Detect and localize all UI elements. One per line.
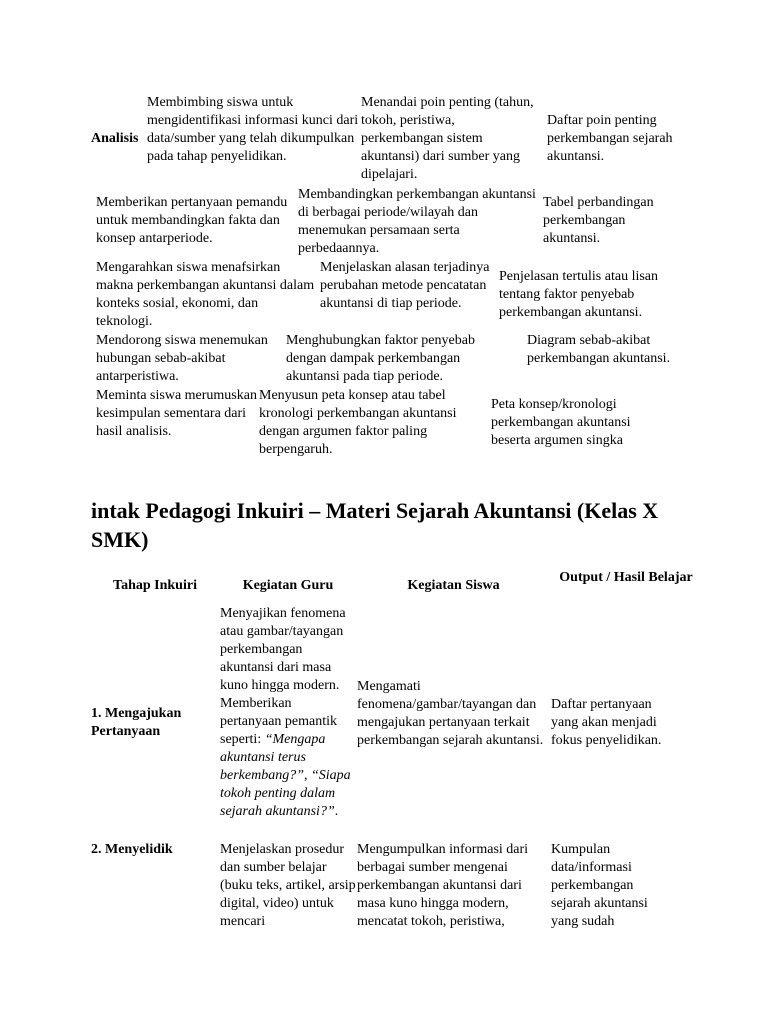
table-cell-output: Diagram sebab-akibat perkembangan akuntansi.: [527, 333, 671, 366]
table-header-tahap: Tahap Inkuiri: [113, 578, 197, 593]
table-cell-analisis-output: Daftar poin penting perkembangan sejarah akuntansi.: [547, 113, 673, 164]
table-cell-siswa: Menyusun peta konsep atau tabel kronologi perkembangan akuntansi dengan argumen faktor paling berpengaruh.: [259, 388, 457, 457]
table-cell-stage-2: 2. Menyelidik: [91, 842, 173, 857]
table-header-output: Output / Hasil Belajar: [559, 570, 693, 585]
section-heading: intak Pedagogi Inkuiri – Materi Sejarah Akuntansi (Kelas X SMK): [91, 498, 659, 552]
table-cell-siswa-2: Mengumpulkan informasi dari berbagai sumber mengenai perkembangan akuntansi dari masa kuno hingga modern, mencatat tokoh, peristiwa,: [357, 842, 529, 929]
table-cell-guru-2: Menjelaskan prosedur dan sumber belajar (buku teks, artikel, arsip digital, video) untuk mencari: [220, 842, 356, 929]
table-cell-guru: Memberikan pertanyaan pemandu untuk membandingkan fakta dan konsep antarperiode.: [96, 195, 288, 246]
table-cell-stage-1: 1. Mengajukan Pertanyaan: [91, 706, 182, 739]
guru-question-2: “Siapa tokoh penting dalam sejarah akuntansi?”: [220, 768, 351, 819]
table-cell-analisis-guru: Membimbing siswa untuk mengidentifikasi informasi kunci dari data/sumber yang telah dikumpulkan pada tahap penyelidikan.: [147, 95, 359, 164]
table-header-guru: Kegiatan Guru: [242, 578, 334, 593]
table-cell-guru-1: [220, 605, 356, 821]
table-header-siswa: Kegiatan Siswa: [407, 578, 500, 593]
guru-end: .: [334, 804, 339, 819]
table-cell-guru: Mendorong siswa menemukan hubungan sebab-akibat antarperistiwa.: [96, 333, 268, 384]
table-cell-siswa: Membandingkan perkembangan akuntansi di berbagai periode/wilayah dan menemukan persamaan serta perbedaannya.: [298, 187, 536, 256]
table-cell-analisis-stage: Analisis: [91, 131, 139, 146]
guru-separator: ,: [304, 768, 311, 783]
table-cell-output-1: Daftar pertanyaan yang akan menjadi fokus penyelidikan.: [551, 697, 662, 748]
table-cell-output: Penjelasan tertulis atau lisan tentang faktor penyebab perkembangan akuntansi.: [499, 269, 659, 320]
guru-question-1: “Mengapa akuntansi terus berkembang?”: [220, 732, 326, 783]
table-cell-output: Peta konsep/kronologi perkembangan akuntansi beserta argumen singka: [491, 397, 631, 448]
table-cell-output-2: Kumpulan data/informasi perkembangan sejarah akuntansi yang sudah: [551, 842, 648, 929]
guru-intro-text: Menyajikan fenomena atau gambar/tayangan perkembangan akuntansi dari masa kuno hingga modern. Memberikan pertanyaan pemantik seperti:: [220, 606, 346, 747]
table-cell-siswa: Menjelaskan alasan terjadinya perubahan metode pencatatan akuntansi di tiap periode.: [320, 260, 490, 311]
table-cell-siswa-1: Mengamati fenomena/gambar/tayangan dan mengajukan pertanyaan terkait perkembangan sejarah akuntansi.: [357, 679, 544, 748]
table-cell-siswa: Menghubungkan faktor penyebab dengan dampak perkembangan akuntansi pada tiap periode.: [286, 333, 475, 384]
table-cell-guru: Mengarahkan siswa menafsirkan makna perkembangan akuntansi dalam konteks sosial, ekonomi, dan teknologi.: [96, 260, 315, 329]
table-cell-analisis-siswa: Menandai poin penting (tahun, tokoh, peristiwa, perkembangan sistem akuntansi) dari sumber yang dipelajari.: [361, 95, 534, 182]
table-cell-output: Tabel perbandingan perkembangan akuntansi.: [543, 195, 654, 246]
table-cell-guru: Meminta siswa merumuskan kesimpulan sementara dari hasil analisis.: [96, 388, 257, 439]
